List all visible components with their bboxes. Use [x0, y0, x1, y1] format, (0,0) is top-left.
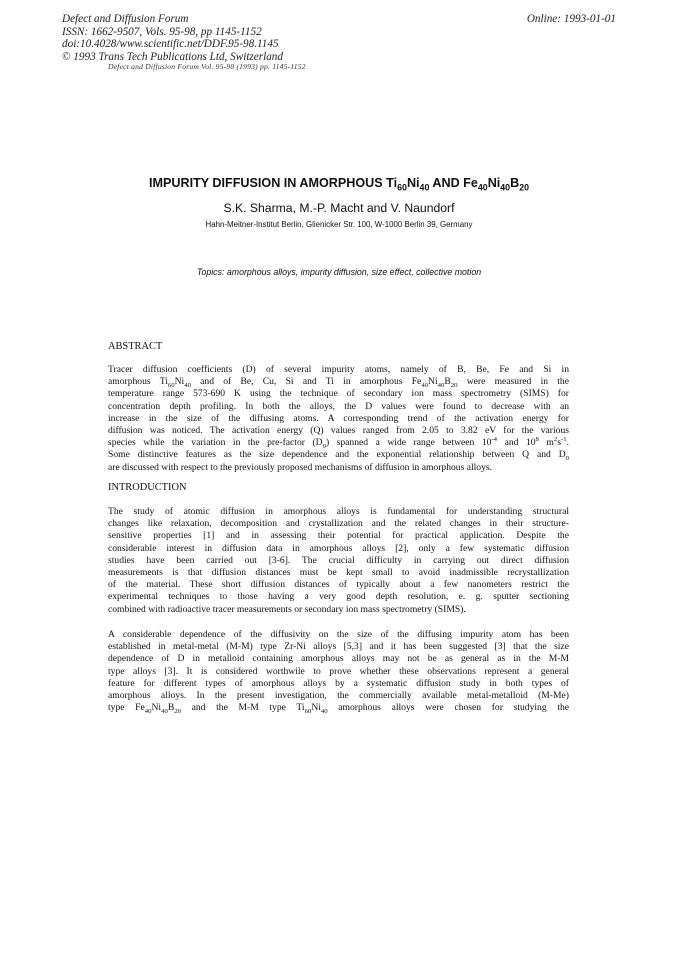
header-line-journal: Defect and Diffusion Forum: [62, 13, 189, 25]
header-line-issn: ISSN: 1662-9507, Vols. 95-98, pp 1145-1152: [62, 25, 262, 38]
affiliation: Hahn-Meitner-Institut Berlin, Glienicker Str. 100, W-1000 Berlin 39, Germany: [205, 220, 473, 229]
header-line-doi: doi:10.4028/www.scientific.net/DDF.95-98.1145: [62, 38, 279, 51]
journal-header: [62, 13, 283, 63]
scanned-journal-overlay: Defect and Diffusion Forum Vol. 95-98 (1993) pp. 1145-1152: [108, 62, 306, 71]
topics: Topics: amorphous alloys, impurity diffusion, size effect, collective motion: [196, 267, 482, 277]
online-date: Online: 1993-01-01: [526, 13, 616, 25]
introduction-paragraph-1: The study of atomic diffusion in amorphous alloys is fundamental for understanding structural changes like relaxation, decomposition and crystallization and the related changes in their structure- sensitive properties [1] and in assessing their potential for practical application. Despite the considerable interest in diffusion data in amorphous alloys [2], only a few systematic diffusion studies have been carried out [3-6]. The crucial difficulty in carrying out direct diffusion measurements is that diffusion distances must be kept small to avoid inadmissible recrystallization of the material. These short diffusion distances of typically about a few nanometers restrict the experimental techniques to those having a very good depth resolution, e. g. sputter sectioning combined with radioactive tracer measurements or secondary ion mass spectrometry (SIMS).: [108, 506, 569, 615]
abstract-body: Tracer diffusion coefficients (D) of several impurity atoms, namely of B, Be, Fe and Si in amorphous $Ti_{60}Ni_{40}$ and of Be, Cu, Si and Ti in amorphous $Fe_{40}Ni_{40}B_{20}$ were measured in the temperature range 573-690 K using the technique of secondary ion mass spectrometry (SIMS) for concentration depth profiling. In both the alloys, the D values were found to decrease with an increase in the size of the diffusing atoms. A corresponding trend of the activation energy for diffusion was noticed. The activation energy (Q) values ranged from 2.05 to 3.82 eV for the various species while the variation in the pre-factor $(D_0)$ spanned a wide range between $10^{-4}$ and $10^8$ $m^2s^{-1}$. Some distinctive features as the size dependence and the exponential relationship between Q and $D_0$ are discussed with respect to the previously proposed mechanisms of diffusion in amorphous alloys.: [108, 364, 569, 473]
introduction-paragraph-2: A considerable dependence of the diffusivity on the size of the diffusing impurity atom has been established in metal-metal (M-M) type Zr-Ni alloys [5,3] and it has been suggested [3] that the size dependence of D in metalloid containing amorphous alloys may not be as general as in the M-M type alloys [3]. It is considered worthwile to prove whether these observations represent a general feature for different types of amorphous alloys by a systematic diffusion study in both types of amorphous alloys. In the present investigation, the commercially available metal-metalloid (M-Me) type $Fe_{40}Ni_{40}B_{20}$ and the M-M type $Ti_{60}Ni_{40}$ amorphous alloys were chosen for studying the: [108, 629, 570, 716]
header-line-copyright: © 1993 Trans Tech Publications Ltd, Switzerland: [62, 50, 283, 63]
introduction-heading: INTRODUCTION: [108, 482, 187, 493]
abstract-heading: ABSTRACT: [108, 341, 163, 352]
paper-title: IMPURITY DIFFUSION IN AMORPHOUS $Ti_{60}Ni_{40}$ AND $Fe_{40}Ni_{40}B_{20}$: [148, 176, 530, 193]
authors: S.K. Sharma, M.-P. Macht and V. Naundorf: [223, 201, 455, 215]
